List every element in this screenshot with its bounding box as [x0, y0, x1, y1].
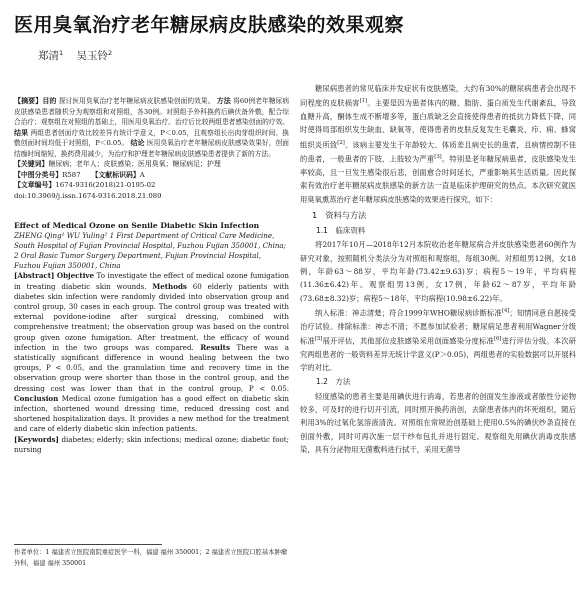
- conclusion-label: 结论: [130, 139, 145, 147]
- doi: doi:10.3969/j.issn.1674-9316.2018.21.089: [14, 191, 162, 200]
- objective-label-en: Objective: [56, 271, 95, 281]
- article-number-line: [14, 180, 289, 191]
- affiliation-footnote: 作者单位：1 福建省立医院南院重症医学一科，福建 福州 350001；2 福建省立医院口腔基本肿瘤外科，福建 福州 350001: [14, 549, 288, 567]
- intro-paragraph: [300, 82, 576, 206]
- clc-label: 【中图分类号】: [14, 170, 63, 179]
- clc-value: R587: [62, 170, 81, 179]
- subsection-heading: 1.2 方法: [316, 377, 351, 387]
- methods-paragraph: 轻度感染的患者主要是用碘伏进行消毒，若患者的创面发生渗液或者脓性分泌物较多，可及时的进行切开引流，同时照开换药消创，去除患者体内的坏死组织，随后利用3%的过氧化氢溶液清洗。对照组在常规治创基础上使用0.5%的碘伏纱条直接在创面外敷，同时可再次施一层干纱布包扎并进行固定。观察组先用碘伏消毒皮肤感染，具有分泌物用无菌敷料进行拭干，采用无菌导: [300, 391, 576, 454]
- objective-text-en: To investigate the effect of medical ozone fumigation in treating diabetic skin wounds.: [14, 271, 289, 291]
- results-text: 两组患者创面疗效比较差异有统计学意义，P＜0.05，且观察组长出肉芽组织时间、换敷创面时间均低于对照组，P＜0.05。: [14, 128, 289, 147]
- text-run: 展开评估，其他部位皮肤感染采用创面感染分度标准: [322, 336, 494, 346]
- abstract-label: 【摘要】: [14, 97, 43, 105]
- results-label-en: Results: [200, 342, 230, 352]
- english-abstract: [14, 271, 289, 434]
- text-run: 纳入标准：神志清楚；符合1999年WHO糖尿病诊断标准: [315, 308, 502, 318]
- conclusion-text-en: Medical ozone fumigation has a good effect on diabetic skin infection, shortened wound dressing time, reduced dressing cost and shortened hospitalization days. It provides a new method for the treatment and care of elderly diabetic skin infection patients.: [14, 393, 289, 434]
- citation: [3]: [434, 154, 442, 161]
- english-authors: ZHENG Qing¹ WU Yuling² 1 First Department of Critical Care Medicine, South Hospital of Fujian Provincial Hospital, Fuzhou Fujian 350001, China; 2 Oral Basic Tumor Surgery Department, Fujian Provincial Hospital, Fuzhou Fujian 350001, China: [14, 230, 287, 271]
- criteria-paragraph: [300, 305, 576, 374]
- author-affiliation-mark: 1: [59, 48, 64, 57]
- left-column: [14, 96, 289, 455]
- keywords-text-en: diabetes; elderly; skin infections; medical ozone; diabetic foot; nursing: [14, 434, 289, 454]
- conclusion-text: 医用臭氧治疗老年糖尿病皮肤感染效果好，创面结痂时间缩短，换药费用减少，为治疗和护理老年糖尿病皮肤感染患者提供了新的方法。: [14, 139, 289, 158]
- results-text-en: There was a statistically significant difference in wound healing between the two groups, P < 0.05, and the granulation time and recovery time in the observation group were shorter than those in the control group, and the dressing cost was lower than that in the control group, P < 0.05.: [14, 342, 289, 393]
- clinical-data-paragraph: 将2017年10月—2018年12月本院收治老年糖尿病合并皮肤感染患者60例作为研究对象，按照随机分类法分为对照组和观察组，每组30例。对照组男12例，女18例，年龄63～88岁，平均年龄(73.42±9.63)岁；病程5～19年，平均病程(11.36±6.42)年。观察组男13例，女17例，年龄62～87岁，平均年龄(73.68±8.32)岁；病程5～18年，平均病程(10.98±6.22)年。: [300, 240, 576, 303]
- text-run: 进行评估分级。本次研究两组患者的一般资料差异无统计学意义(P＞0.05)，两组患者的实验数据可以开展科学的对比。: [300, 336, 577, 372]
- section-heading: 1 资料与方法: [312, 209, 367, 220]
- methods-label-en: Methods: [152, 281, 187, 291]
- objective-text: 探讨医用臭氧治疗老年糖尿病皮肤感染创面的效果。: [58, 97, 215, 105]
- footnote-divider: [14, 544, 162, 545]
- text-run: 。特别是老年糖尿病患者，皮肤感染发生率较高，且一旦发生感染很后悲，创面愈合时间延长，严重影响其生活质量。因此探索有效治疗老年糖尿病皮肤感染的新方法一直是临床护理研究的热点。本次研究就医用臭氧熏蒸治疗老年糖尿病皮肤感染的效果进行探究，如下：: [300, 154, 577, 204]
- doc-code-label: 【文献标识码】: [91, 170, 140, 179]
- doc-code-value: A: [139, 170, 145, 179]
- methods-text: 将60例老年糖尿病皮肤感染患者随机分为观察组和对照组，各30例。对照组予外科换药后碘伏备外敷，配合综合治疗；观察组在对照组的基础上，用医用臭氧治疗。治疗后比较两组患者感染创面的疗效。: [14, 97, 290, 126]
- chinese-abstract: [14, 96, 289, 159]
- english-title: Effect of Medical Ozone on Senile Diabetic Skin Infection: [14, 220, 260, 230]
- text-run: 糖尿病患者的常见临床并发症状有皮肤感染，大约有30%的糖尿病患者会出现不同程度的皮肤损害: [300, 84, 576, 108]
- citation: [5]: [314, 335, 323, 342]
- results-label: 结果: [14, 128, 29, 137]
- right-column: [300, 82, 576, 456]
- article-number-label: 【文章编号】: [14, 181, 56, 189]
- keywords-label: 【关键词】: [14, 160, 49, 168]
- paper-title: 医用臭氧治疗老年糖尿病皮肤感染的效果观察: [14, 14, 405, 36]
- text-run: ；知情同意自愿接受治疗试验。排除标准：神志不清；不愿参加试验者；糖尿病足患者利用Wagner分级标准: [300, 308, 576, 346]
- author-list: [38, 48, 122, 63]
- citation: [4]: [501, 307, 510, 314]
- methods-text-en: 60 elderly patients with diabetes skin infection were randomly divided into observation group and control group, 30 cases in each group. The control group was treated with external povidone-iodine after surgical dressing, combined with comprehensive treatment; the observation group was based on the control group given ozone fumigation. After treatment, the efficacy of wound infection in the two groups was compared.: [14, 281, 289, 352]
- citation: [6]: [493, 335, 502, 342]
- keywords-text: 糖尿病；老年人；皮肤感染；医用臭氧；糖尿病足；护理: [48, 160, 221, 168]
- classification-line: [14, 170, 289, 181]
- text-run: 。该病主要发生于年龄较大、体质差且病史长的患者，且病情控制不佳的患者，一般患者的下肢、上肢较为严重: [300, 140, 577, 164]
- objective-label: 目的: [42, 97, 57, 105]
- english-keywords: [14, 435, 289, 455]
- keywords-label-en: [Keywords]: [14, 434, 59, 444]
- author-name: 郑清: [38, 50, 59, 62]
- subsection-heading: 1.1 临床资料: [316, 225, 366, 235]
- abstract-label-en: [Abstract]: [14, 271, 55, 281]
- article-number-value: 1674-9316(2018)21-0195-02: [55, 181, 156, 189]
- citation: [2]: [337, 139, 345, 146]
- conclusion-label-en: Conclusion: [14, 393, 59, 403]
- keywords-cn: [14, 159, 289, 170]
- author-affiliation-mark: 2: [107, 48, 113, 57]
- text-run: 。主要是因为患者体内的糖、脂肪、蛋白质发生代谢紊乱，导致血糖升高，酮体生成不断增多等，蛋白质缺乏会直接使得患者的抵抗力降低下降，同时使得局部组织发生缺血、缺氧等，使得患者的皮肤反复发生毛囊炎、疖、痈、蜂窝组织炎所致: [300, 98, 577, 150]
- methods-label: 方法: [216, 97, 231, 105]
- author-name: 吴玉铃: [76, 50, 108, 62]
- citation: [1]: [359, 98, 368, 105]
